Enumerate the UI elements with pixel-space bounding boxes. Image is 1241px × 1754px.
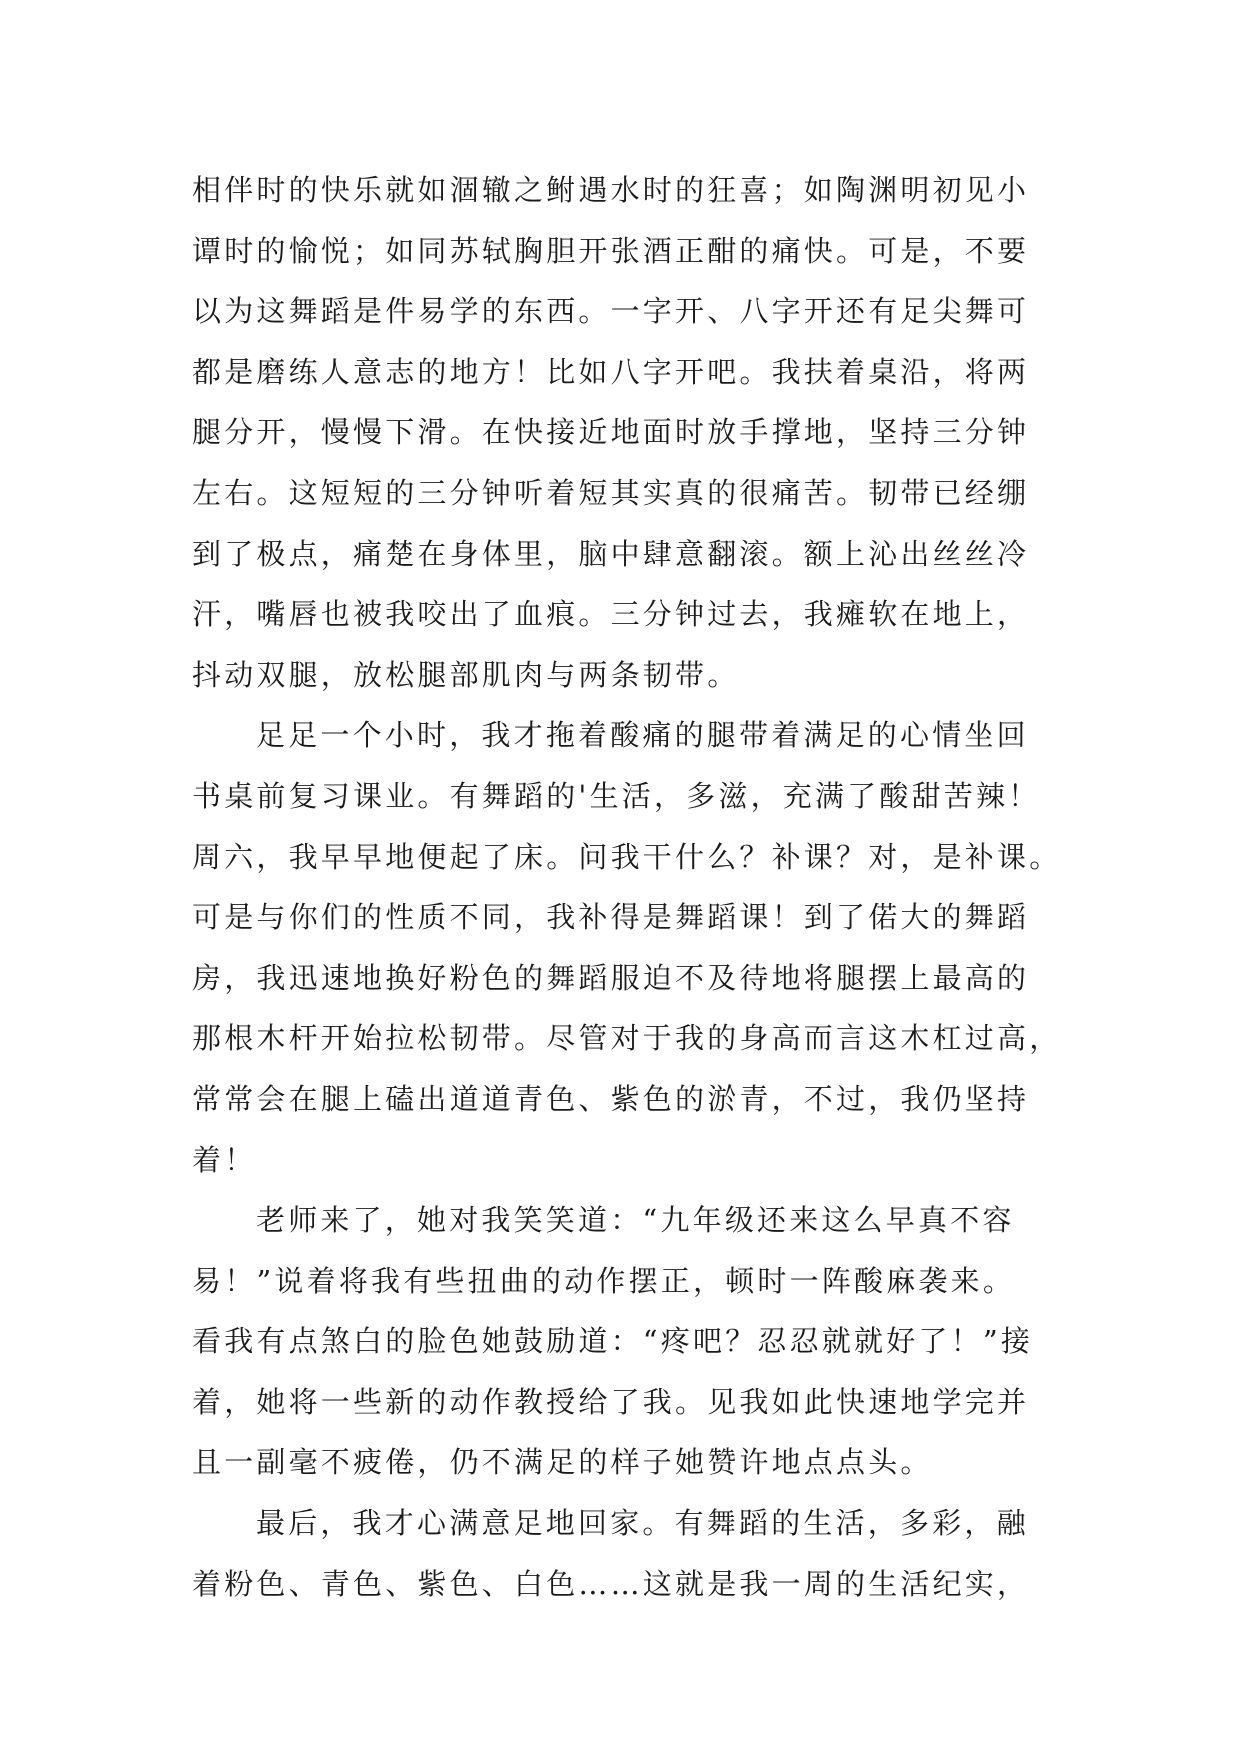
paragraph-first-line: 老师来了，她对我笑笑道：“九年级还来这么早真不容 (256, 1203, 1015, 1238)
text-line: 看我有点煞白的脸色她鼓励道：“疼吧？忍忍就就好了！”接 (192, 1324, 1034, 1359)
text-line: 以为这舞蹈是件易学的东西。一字开、八字开还有足尖舞可 (192, 294, 1030, 329)
text-line: 那根木杆开始拉松韧带。尽管对于我的身高而言这木杠过高， (192, 1021, 1062, 1056)
text-line: 着，她将一些新的动作教授给了我。见我如此快速地学完并 (192, 1384, 1030, 1419)
paragraph-first-line: 足足一个小时，我才拖着酸痛的腿带着满足的心情坐回 (256, 718, 1029, 753)
text-line: 腿分开，慢慢下滑。在快接近地面时放手撑地，坚持三分钟 (192, 415, 1030, 450)
text-line: 抖动双腿，放松腿部肌肉与两条韧带。 (192, 657, 740, 692)
text-line: 可是与你们的性质不同，我补得是舞蹈课！到了偌大的舞蹈 (192, 900, 1030, 935)
text-line: 左右。这短短的三分钟听着短其实真的很痛苦。韧带已经绷 (192, 475, 1030, 510)
text-line: 且一副毫不疲倦，仍不满足的样子她赞许地点点头。 (192, 1445, 933, 1480)
paragraph-first-line: 最后，我才心满意足地回家。有舞蹈的生活，多彩，融 (256, 1506, 1029, 1541)
text-line: 周六，我早早地便起了床。问我干什么？补课？对，是补课。 (192, 839, 1062, 874)
text-line: 到了极点，痛楚在身体里，脑中肆意翻滚。额上沁出丝丝冷 (192, 536, 1030, 571)
text-line: 谭时的愉悦；如同苏轼胸胆开张酒正酣的痛快。可是，不要 (192, 233, 1030, 268)
text-line: 汗，嘴唇也被我咬出了血痕。三分钟过去，我瘫软在地上， (192, 597, 1030, 632)
text-line: 相伴时的快乐就如涸辙之鲋遇水时的狂喜；如陶渊明初见小 (192, 173, 1030, 207)
text-line: 常常会在腿上磕出道道青色、紫色的淤青，不过，我仍坚持 (192, 1081, 1030, 1116)
essay-body (192, 160, 1072, 1614)
text-line: 房，我迅速地换好粉色的舞蹈服迫不及待地将腿摆上最高的 (192, 960, 1030, 995)
text-line: 易！”说着将我有些扭曲的动作摆正，顿时一阵酸麻袭来。 (192, 1263, 1016, 1298)
text-line: 书桌前复习课业。有舞蹈的'生活，多滋，充满了酸甜苦辣！ (192, 778, 1041, 813)
text-line: 着！ (192, 1142, 257, 1177)
text-line: 着粉色、青色、紫色、白色……这就是我一周的生活纪实， (192, 1566, 1030, 1601)
text-line: 都是磨练人意志的地方！比如八字开吧。我扶着桌沿，将两 (192, 354, 1030, 389)
